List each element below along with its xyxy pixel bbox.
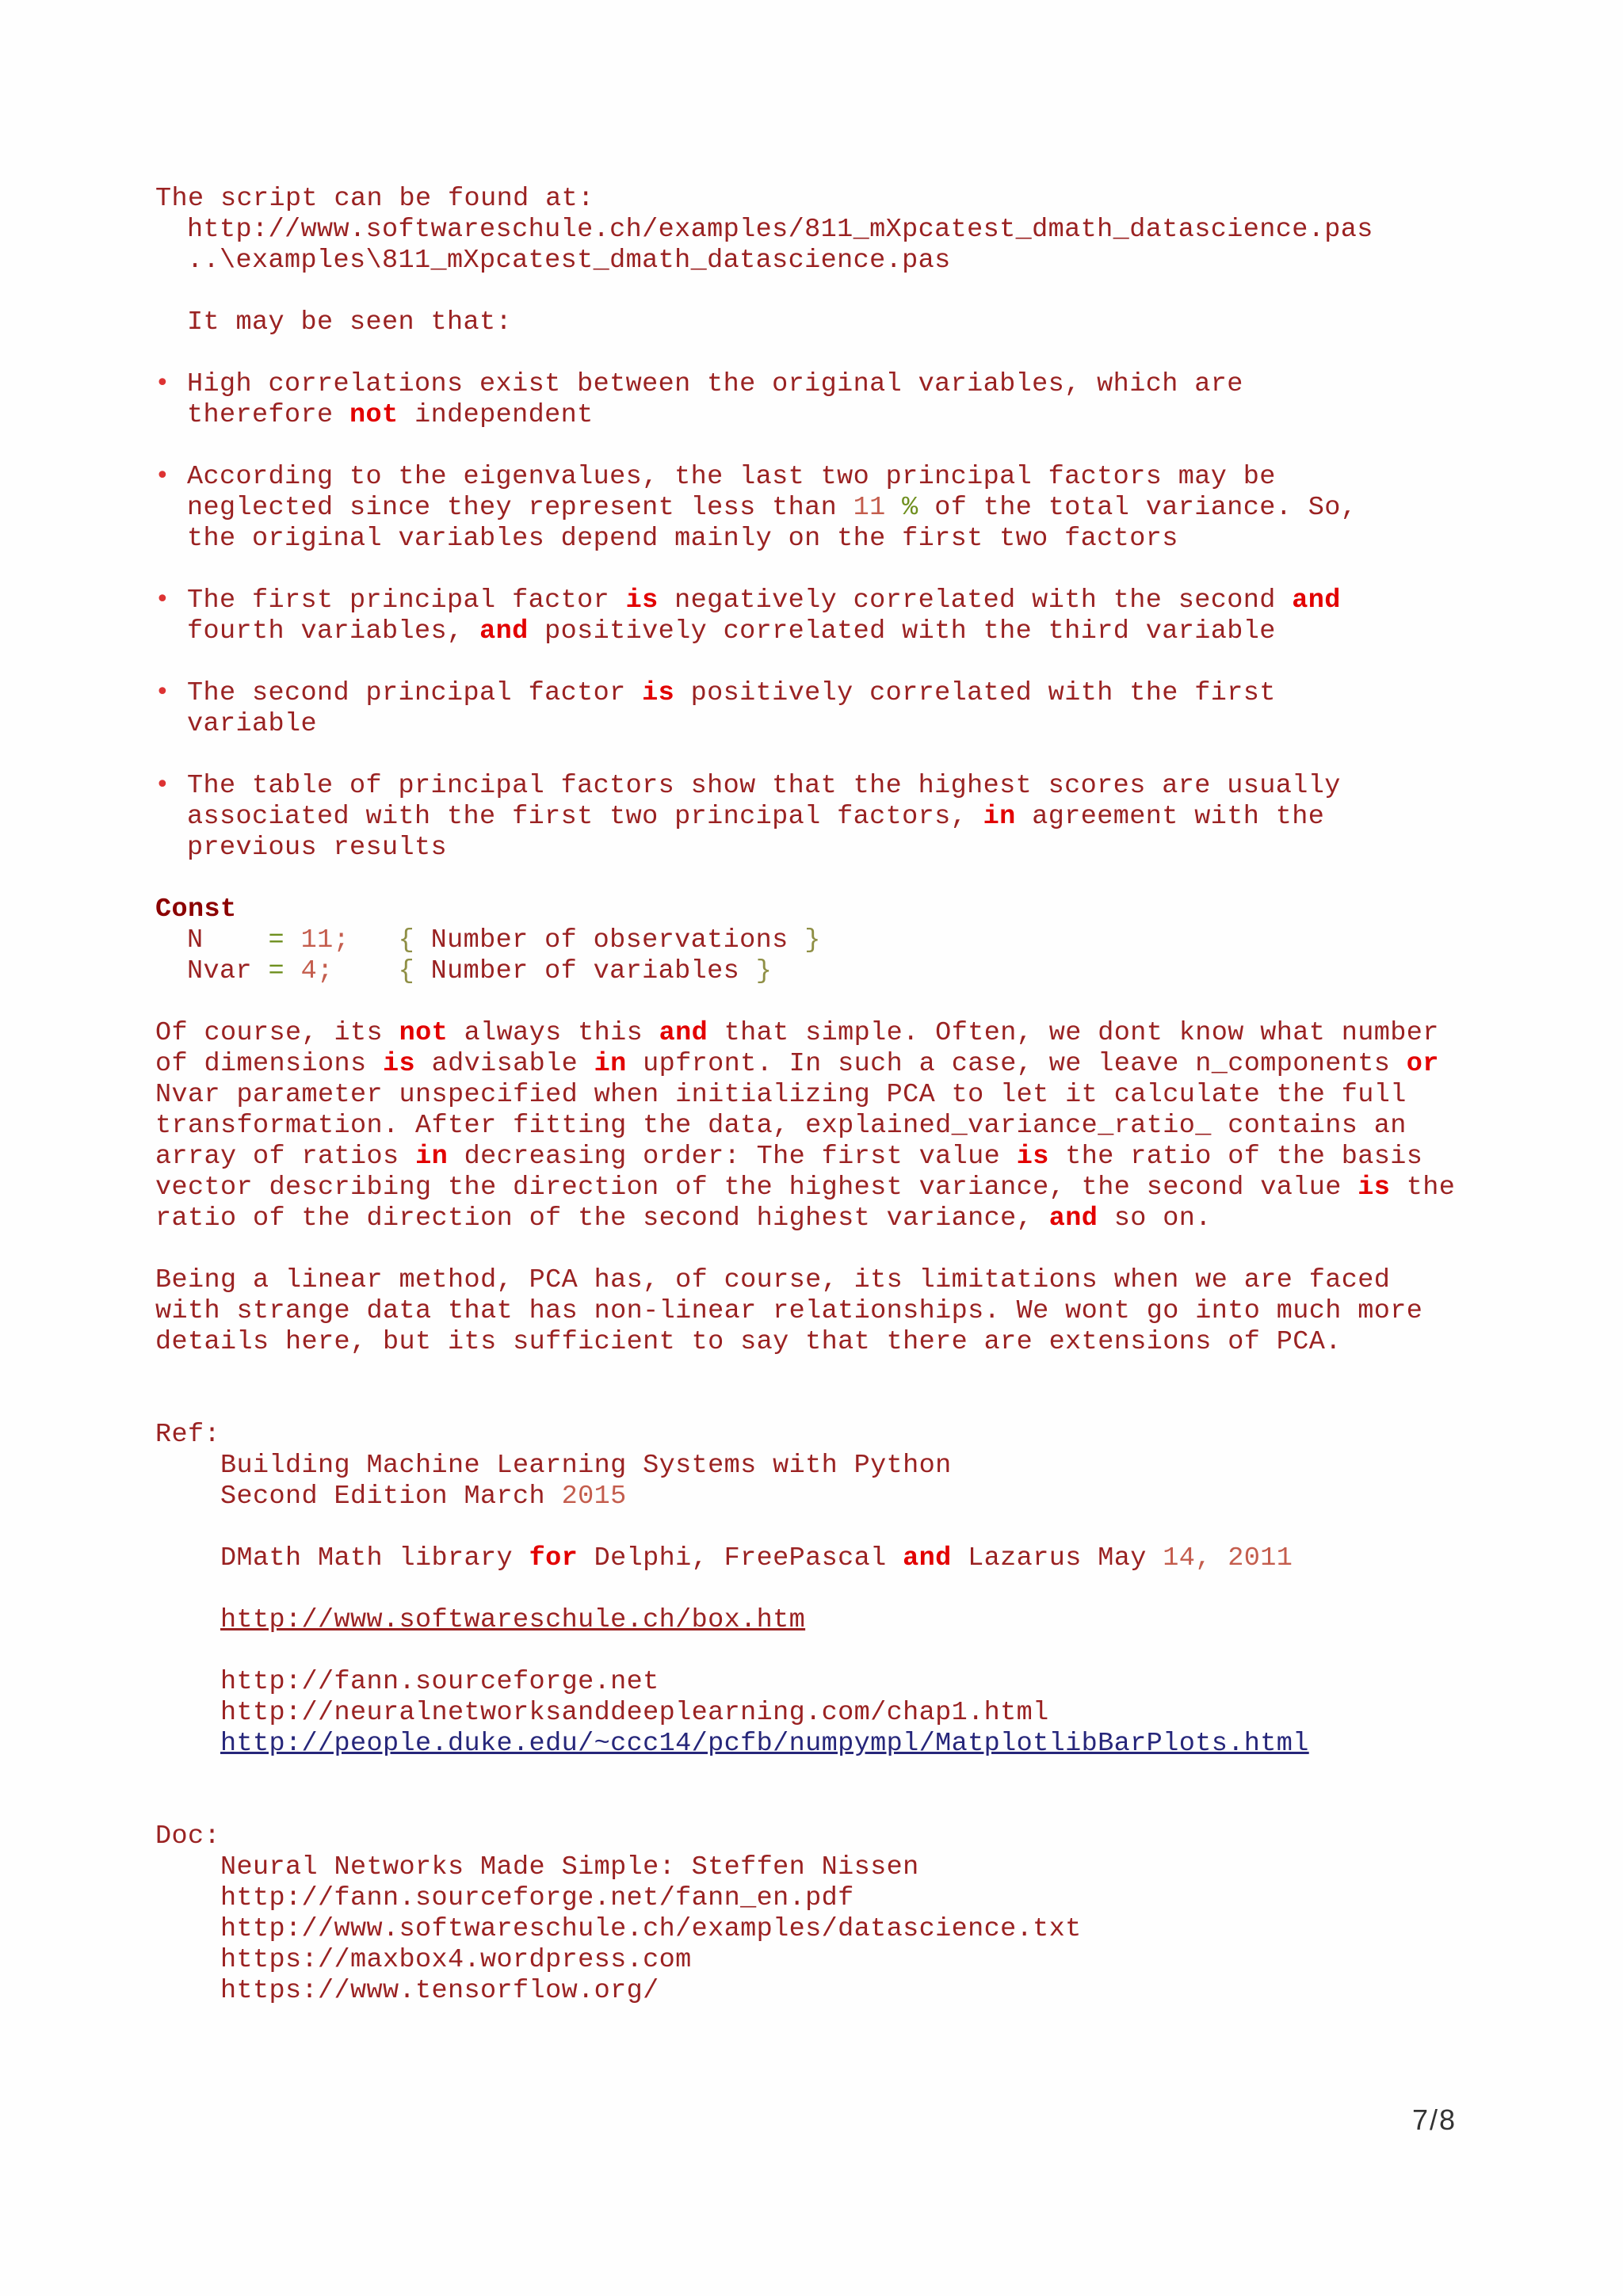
ref-label: Ref: (155, 1420, 221, 1450)
script-url: http://www.softwareschule.ch/examples/811_mXpcatest_dmath_datascience.pas (187, 215, 1373, 245)
doc-section: Doc: Neural Networks Made Simple: Steffen Nissen http://fann.sourceforge.net/fann_en.pdf http://www.softwareschule.ch/examples/datascience.txt https://maxbox4.wordpress.com https://www.tensorflow.org/ (155, 1821, 1503, 2007)
bullet-icon: • (155, 369, 170, 397)
bullet-icon: • (155, 771, 170, 799)
const-block: Const N = 11; { Number of observations } Nvar = 4; { Number of variables } (155, 894, 821, 986)
intro-seen: It may be seen that: (187, 307, 513, 338)
bullet-icon: • (155, 678, 170, 706)
intro-heading: The script can be found at: (155, 184, 594, 214)
ref-link-matplotlib[interactable]: http://people.duke.edu/~ccc14/pcfb/numpympl/MatplotlibBarPlots.html (220, 1729, 1309, 1759)
ref-link-fann: http://fann.sourceforge.net (220, 1667, 659, 1697)
bullet-item: • The first principal factor is negatively correlated with the second and fourth variables, and positively correlated with the third variable (155, 585, 1341, 646)
ref-section: Ref: Building Machine Learning Systems with Python Second Edition March 2015 DMath Math library for Delphi, FreePascal and Lazarus May 14, 2011 http://www.softwareschule.ch/box.htm http://fann.sourceforge.net http://neuralnetworksanddeeplearning.com/chap1.html http://people.duke.edu/~ccc14/pcfb/numpympl/MatplotlibBarPlots.html (155, 1420, 1503, 1760)
bullet-icon: • (155, 585, 170, 613)
doc-label: Doc: (155, 1821, 221, 1852)
script-path: ..\examples\811_mXpcatest_dmath_datascience.pas (187, 246, 951, 276)
bullet-item: • The second principal factor is positively correlated with the first variable (155, 678, 1276, 739)
ref-link-softwareschule[interactable]: http://www.softwareschule.ch/box.htm (220, 1605, 806, 1635)
paragraph-limitations: Being a linear method, PCA has, of course, its limitations when we are faced with strange data that has non-linear relationships. We wont go into much more details here, but its sufficient to say that there are extensions of PCA. (155, 1265, 1423, 1357)
bullet-item: • According to the eigenvalues, the last two principal factors may be neglected since they represent less than 11 % of the total variance. So, the original variables depend mainly on the first two factors (155, 462, 1358, 554)
document-page (155, 184, 1503, 2007)
bullet-item: • The table of principal factors show that the highest scores are usually associated with the first two principal factors, in agreement with the previous results (155, 771, 1341, 863)
bullet-icon: • (155, 462, 170, 490)
ref-link-neuralnetworks: http://neuralnetworksanddeeplearning.com/chap1.html (220, 1698, 1049, 1728)
page-number: 7/8 (1412, 2103, 1457, 2136)
paragraph-dimensions: Of course, its not always this and that simple. Often, we dont know what number of dimensions is advisable in upfront. In such a case, we leave n_components or Nvar parameter unspecified when initializing PCA to let it calculate the full transformation. After fitting the data, explained_variance_ratio_ contains an array of ratios in decreasing order: The first value is the ratio of the basis vector describing the direction of the highest variance, the second value is the ratio of the direction of the second highest variance, and so on. (155, 1018, 1456, 1234)
const-keyword: Const (155, 894, 237, 925)
bullet-item: • High correlations exist between the original variables, which are therefore not independent (155, 369, 1243, 430)
